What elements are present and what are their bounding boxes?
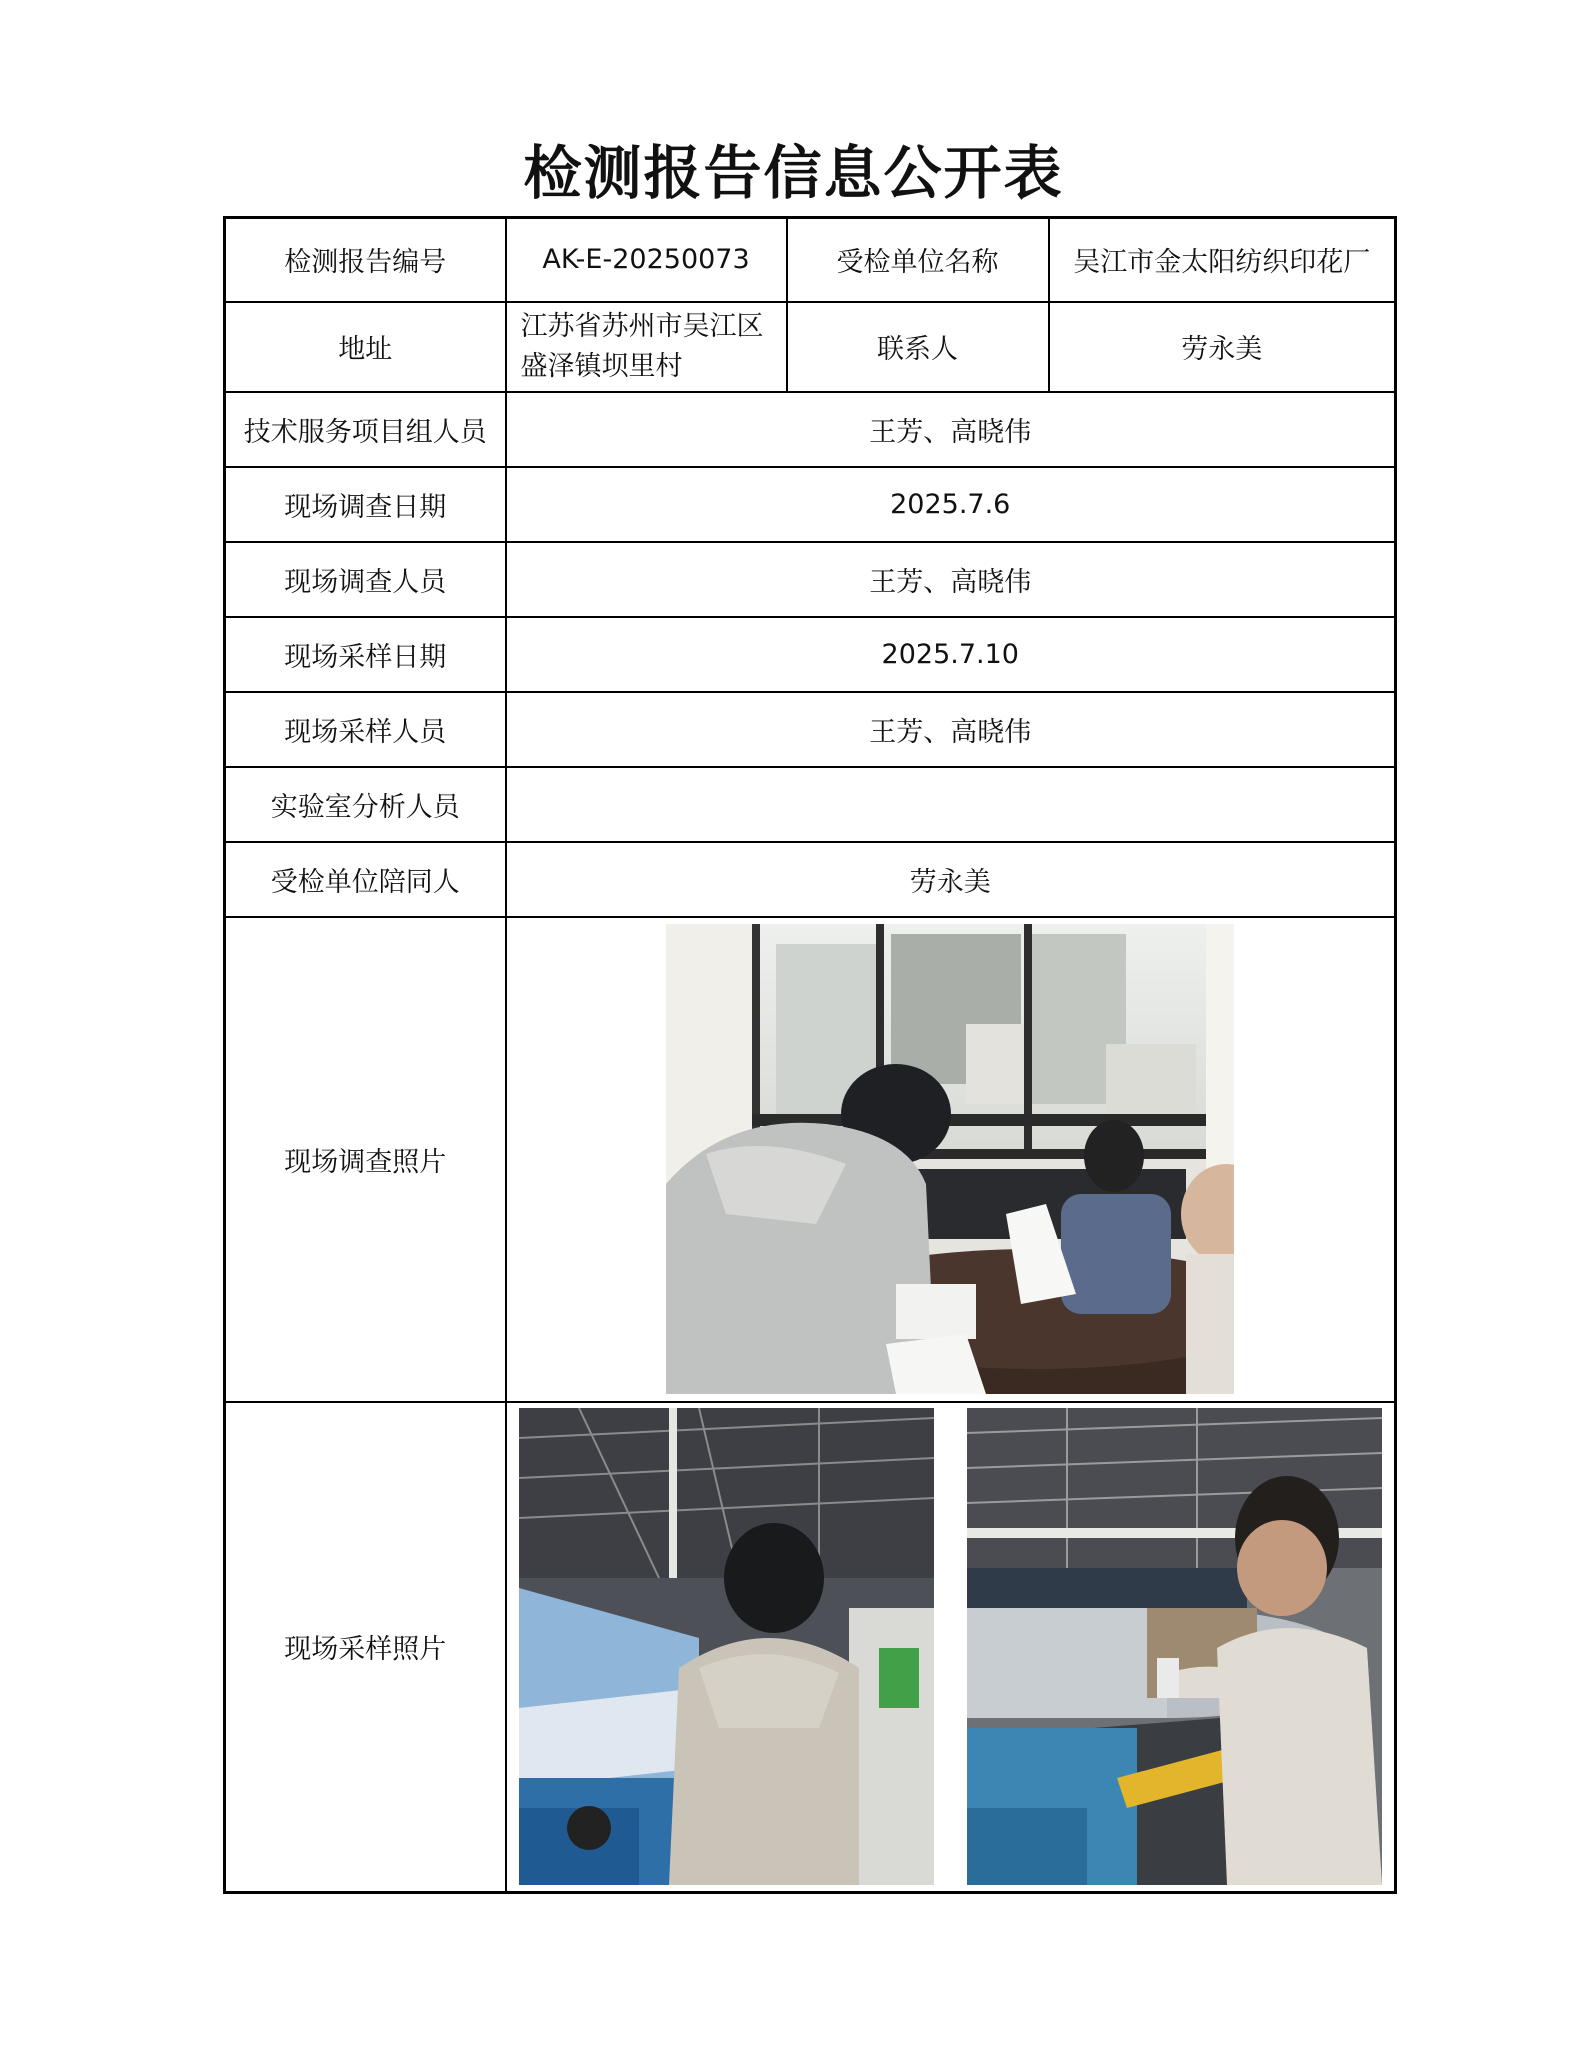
table-row [225,1402,1396,1893]
sampling-photo-cell [506,1402,1396,1893]
report-no-label: 检测报告编号 [225,218,506,302]
survey-photo-label: 现场调查照片 [225,917,506,1402]
table-row [225,917,1396,1402]
sampling-date-label: 现场采样日期 [225,617,506,692]
sampling-photo-right [967,1408,1382,1885]
table-row [225,302,1396,392]
survey-staff-value: 王芳、高晓伟 [506,542,1396,617]
contact-value: 劳永美 [1049,302,1396,392]
survey-date-label: 现场调查日期 [225,467,506,542]
escort-value: 劳永美 [506,842,1396,917]
sampling-photo-label: 现场采样照片 [225,1402,506,1893]
page-title: 检测报告信息公开表 [523,139,1064,207]
address-label: 地址 [225,302,506,392]
team-value: 王芳、高晓伟 [506,392,1396,467]
sampling-photo-left [519,1408,934,1885]
table-row [225,218,1396,302]
address-value: 江苏省苏州市吴江区盛泽镇坝里村 [506,302,787,392]
table-row [225,467,1396,542]
table-row [225,767,1396,842]
sampling-date-value: 2025.7.10 [506,617,1396,692]
unit-name-value: 吴江市金太阳纺织印花厂 [1049,218,1396,302]
team-label: 技术服务项目组人员 [225,392,506,467]
sampling-staff-value: 王芳、高晓伟 [506,692,1396,767]
table-row [225,542,1396,617]
table-row [225,842,1396,917]
report-no-value: AK-E-20250073 [506,218,787,302]
lab-staff-value [506,767,1396,842]
survey-staff-label: 现场调查人员 [225,542,506,617]
survey-date-value: 2025.7.6 [506,467,1396,542]
sampling-staff-label: 现场采样人员 [225,692,506,767]
table-row [225,617,1396,692]
survey-photo [666,924,1234,1394]
table-row [225,692,1396,767]
report-table [223,216,1397,1894]
escort-label: 受检单位陪同人 [225,842,506,917]
table-row [225,392,1396,467]
contact-label: 联系人 [787,302,1049,392]
unit-name-label: 受检单位名称 [787,218,1049,302]
survey-photo-cell [506,917,1396,1402]
lab-staff-label: 实验室分析人员 [225,767,506,842]
